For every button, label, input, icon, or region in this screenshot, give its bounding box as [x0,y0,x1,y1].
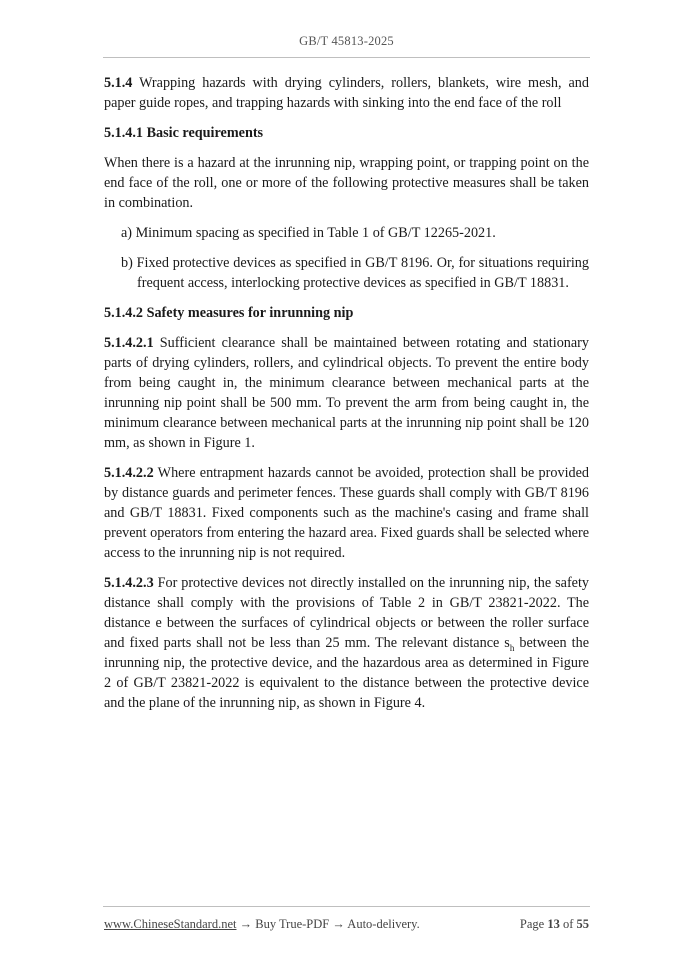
section-5-1-4 [104,73,589,113]
clause-5-1-4-2-2 [104,463,589,563]
clause-number: 5.1.4.2.1 [104,335,154,351]
page-number [520,917,589,932]
subscript-h: h [509,642,515,653]
site-link[interactable]: www.ChineseStandard.net [104,917,237,931]
list-item-b: b) Fixed protective devices as specified in GB/T 8196. Or, for situations requiring frequent access, interlocking protective devices as specified in GB/T 18831. [121,255,589,291]
footer-promo [104,917,420,932]
clause-5-1-4-2-3 [104,573,589,713]
section-heading-5-1-4-1: 5.1.4.1 Basic requirements [104,125,264,141]
clause-text-part-a: For protective devices not directly installed on the inrunning nip, the safety distance shall comply with the provisions of Table 2 in GB/T 23821-2022. The distance e between the surfaces of cylindrical objects or between the roller surface and fixed parts shall not be less than 25 mm. The relevant distance s [104,575,589,651]
page-header [0,34,693,49]
footer-divider [103,906,590,907]
page-total: 55 [576,917,589,931]
section-heading-5-1-4-2: 5.1.4.2 Safety measures for inrunning nip [104,305,354,321]
page-of: of [559,917,577,931]
document-body [104,73,589,723]
clause-text: Where entrapment hazards cannot be avoided, protection shall be provided by distance guards and perimeter fences. These guards shall comply with GB/T 8196 and GB/T 18831. Fixed components such as the machine's casing and frame shall prevent operators from entering the hazard area. Fixed guards shall be selected where access to the inrunning nip is not required. [104,465,589,561]
clause-number: 5.1.4.2.2 [104,465,154,481]
clause-number: 5.1.4.2.3 [104,575,154,591]
section-number: 5.1.4 [104,75,133,91]
page-label: Page [519,917,548,931]
page-current: 13 [547,917,560,931]
list-item-a: a) Minimum spacing as specified in Table 1 of GB/T 12265-2021. [121,225,496,241]
standard-id: GB/T 45813-2025 [299,34,394,48]
section-title: Wrapping hazards with drying cylinders, rollers, blankets, wire mesh, and paper guide ropes, and trapping hazards with sinking into the end face of the roll [104,75,589,111]
clause-5-1-4-2-1 [104,333,589,453]
promo-text: → Buy True-PDF → Auto-delivery. [236,917,420,931]
paragraph-basic-requirements: When there is a hazard at the inrunning nip, wrapping point, or trapping point on the end face of the roll, one or more of the following protective measures shall be taken in combination. [104,155,589,211]
clause-text: Sufficient clearance shall be maintained between rotating and stationary parts of drying cylinders, rollers, and cylindrical objects. To prevent the entire body from being caught in, the minimum clearance between mechanical parts at the inrunning nip point shall be 500 mm. To prevent the arm from being caught in, the minimum clearance between mechanical parts at the inrunning nip point shall be 120 mm, as shown in Figure 1. [104,335,589,451]
header-divider [103,57,590,58]
clause-text-part-b: between the inrunning nip, the protective device, and the hazardous area as determined in Figure 2 of GB/T 23821-2022 is equivalent to the distance between the protective device and the plane of the inrunning nip, as shown in Figure 4. [104,635,589,711]
